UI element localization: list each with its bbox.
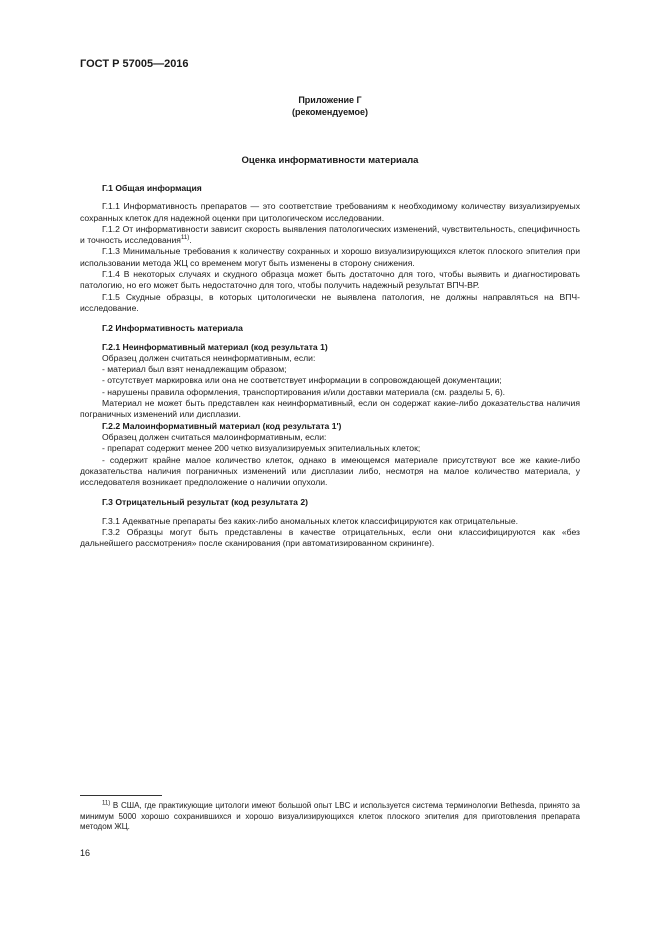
g3-heading: Г.3 Отрицательный результат (код результата 2)	[102, 497, 308, 508]
g1-p2-end: .	[189, 235, 192, 246]
footnote-divider	[80, 795, 162, 796]
footnote-ref: 11)	[180, 235, 190, 242]
annex-subtitle: (рекомендуемое)	[292, 107, 368, 117]
g1-heading: Г.1 Общая информация	[102, 183, 202, 193]
list-item: - материал был взят ненадлежащим образом;	[102, 364, 287, 375]
g1-p3: Г.1.3 Минимальные требования к количеству сохранных и хорошо визуализирующихся клеток плоского эпителия при использовании метода ЖЦ со временем могут быть изменены в сторону снижения.	[80, 246, 580, 268]
g22-intro: Образец должен считаться малоинформативным, если:	[102, 431, 327, 442]
g21-note: Материал не может быть представлен как неинформативный, если он содержат какие-либо доказательства наличия пограничных изменений или дисплазии.	[80, 398, 580, 420]
section-title: Оценка информативности материала	[241, 155, 419, 166]
g1-p2-text: Г.1.2 От информативности зависит скорость выявления патологических изменений, чувствительность, специфичность и точность исследования	[80, 223, 580, 246]
g1-p1: Г.1.1 Информативность препаратов — это соответствие требованиям к необходимому количеству визуализируемых сохранных клеток для надежной оценки при цитологическом исследовании.	[80, 201, 580, 223]
footnote	[80, 801, 580, 833]
g1-p2	[80, 224, 580, 247]
footnote-mark: 11)	[102, 800, 111, 807]
list-item: - отсутствует маркировка или она не соответствует информации в сопровождающей документации;	[102, 375, 502, 386]
g3-p2: Г.3.2 Образцы могут быть представлены в качестве отрицательных, если они классифицируются как «без дальнейшего рассмотрения» после сканирования (при автоматизированном скрининге).	[80, 527, 580, 549]
g22-heading: Г.2.2 Малоинформативный материал (код результата 1')	[102, 420, 342, 431]
g3-p1: Г.3.1 Адекватные препараты без каких-либо аномальных клеток классифицируются как отрицательные.	[102, 515, 518, 526]
g21-heading: Г.2.1 Неинформативный материал (код результата 1)	[102, 341, 328, 352]
g2-heading: Г.2 Информативность материала	[102, 323, 243, 334]
page-number: 16	[80, 848, 91, 858]
list-item: - содержит крайне малое количество клеток, однако в имеющемся материале присутствуют все же какие-либо доказательства наличия пограничных изменений или дисплазии либо, несмотря на малое количество материала, у исследователя возникает предположение о наличии опухоли.	[80, 454, 580, 488]
list-item: - нарушены правила оформления, транспортирования и/или доставки материала (см. разделы 5, 6).	[102, 386, 506, 397]
annex-title: Приложение Г	[298, 95, 362, 105]
g21-intro: Образец должен считаться неинформативным, если:	[102, 352, 316, 363]
g1-p4: Г.1.4 В некоторых случаях и скудного образца может быть достаточно для того, чтобы выявить и диагностировать патологию, но его может быть недостаточно для того, чтобы получить надежный результат ВПЧ-ВР.	[80, 269, 580, 291]
document-code: ГОСТ Р 57005—2016	[80, 58, 189, 70]
list-item: - препарат содержит менее 200 четко визуализируемых эпителиальных клеток;	[102, 443, 421, 454]
footnote-text: В США, где практикующие цитологи имеют большой опыт LBC и используется система терминологии Bethesda, принято за минимум 5000 хорошо сохранившихся и хорошо визуализирующихся клеток плоского эпителия для приготовления препарата методом ЖЦ.	[80, 801, 580, 831]
g1-p5: Г.1.5 Скудные образцы, в которых цитологически не выявлена патология, не должны направляться на ВПЧ-исследование.	[80, 291, 580, 313]
body-text	[80, 183, 580, 550]
